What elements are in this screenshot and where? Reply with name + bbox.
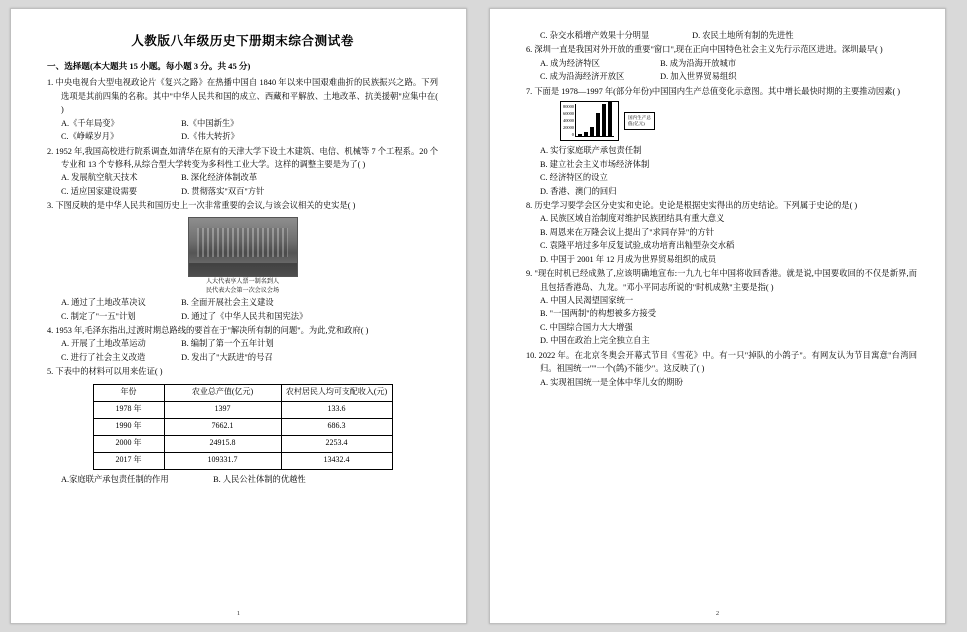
meeting-photo — [188, 217, 298, 277]
option-row — [540, 376, 917, 389]
option-a[interactable]: A. 中国人民渴望国家统一 — [540, 296, 634, 305]
question-number: 1. — [47, 78, 54, 88]
option-d[interactable]: D. 中国在政治上完全独立自主 — [540, 336, 650, 346]
y-tick: 40000 — [563, 117, 574, 123]
option-row — [540, 57, 917, 70]
y-tick: 20000 — [563, 124, 574, 130]
option-b[interactable]: B. 全面开展社会主义建设 — [181, 298, 274, 308]
option-c[interactable]: C.《峥嵘岁月》 — [61, 132, 119, 142]
question-number: 8. — [526, 200, 533, 210]
option-d[interactable]: D. 香港、澳门的回归 — [540, 186, 617, 196]
y-tick: 60000 — [563, 111, 574, 117]
option-c[interactable]: C. 经济特区的设立 — [540, 173, 608, 183]
y-tick: 0 — [571, 131, 574, 137]
table-cell: 1978 年 — [93, 401, 164, 418]
option-d[interactable]: D. 中国于 2001 年 12 月成为世界贸易组织的成员 — [540, 254, 717, 264]
question-number: 10. — [526, 350, 537, 360]
option-a[interactable]: A.家庭联产承包责任制的作用 — [61, 474, 169, 484]
option-b[interactable]: B. 编制了第一个五年计划 — [181, 339, 274, 349]
option-row — [540, 29, 917, 42]
chart-bars — [575, 104, 614, 137]
option-row — [61, 337, 438, 350]
table-header-cell: 年份 — [93, 384, 164, 401]
table-cell: 1990 年 — [93, 418, 164, 435]
question-text: 下表中的材料可以用来佐证( ) — [55, 367, 163, 377]
option-row — [540, 294, 917, 307]
question-number: 5. — [47, 367, 54, 377]
chart-legend — [624, 112, 655, 129]
question-text: 下图反映的是中华人民共和国历史上一次非常重要的会议,与该会议相关的史实是( ) — [55, 201, 356, 211]
option-group — [526, 376, 917, 389]
table-row — [93, 452, 392, 469]
figure-caption-line-1: 人大代表享人票一制名到人 — [205, 278, 280, 285]
option-row — [61, 296, 438, 309]
chart-y-axis — [563, 105, 575, 137]
option-b[interactable]: B.《中国新生》 — [181, 118, 239, 128]
table-cell: 2253.4 — [281, 435, 392, 452]
option-group — [526, 212, 917, 266]
question-item — [526, 85, 917, 98]
option-row — [540, 212, 917, 225]
option-b[interactable]: B. "一国两制"的构想被多方接受 — [540, 309, 657, 319]
table-row — [93, 418, 392, 435]
option-a[interactable]: A. 实现祖国统一是全体中华儿女的期盼 — [540, 377, 683, 387]
option-a[interactable]: A. 开展了土地改革运动 — [61, 339, 146, 349]
data-table — [93, 384, 393, 470]
option-group — [526, 294, 917, 348]
figure-caption-line-2: 民代表大会第一次会议会场 — [205, 287, 280, 294]
question-item — [526, 199, 917, 212]
option-row — [540, 185, 917, 198]
chart-bar — [608, 101, 612, 136]
option-row — [540, 253, 917, 266]
table-cell: 13432.4 — [281, 452, 392, 469]
option-a[interactable]: A. 成为经济特区 — [540, 58, 600, 68]
question-text: 1952 年,我国高校进行院系调查,如清华在原有的天津大学下设土木建筑、电信、机械等 7 个工程系。20 个专业和 13 个专修科,从综合型大学转变为多科性工业大学。这样的调整主要是为了( ) — [55, 146, 438, 169]
option-group — [526, 144, 917, 198]
question-text: 中央电视台大型电视政论片《复兴之路》在热播中国自 1840 年以来中国艰难曲折的民族振兴之路。下列选项是其前四集的名称。其中"中华人民共和国的成立、西藏和平解放、土地改革、抗美援朝"应集中在( ) — [55, 78, 439, 115]
chart-bar — [590, 127, 594, 136]
table-header-cell: 农业总产值(亿元) — [164, 384, 281, 401]
option-d[interactable]: D.《伟大转折》 — [181, 132, 239, 142]
question-number: 4. — [47, 326, 54, 335]
option-row — [61, 473, 438, 486]
option-group — [526, 57, 917, 84]
option-c[interactable]: C. 制定了"一五"计划 — [61, 311, 136, 321]
table-row — [93, 435, 392, 452]
table-header-row — [93, 384, 392, 401]
option-row — [540, 307, 917, 320]
option-a[interactable]: A. 实行家庭联产承包责任制 — [540, 146, 642, 156]
question-text: 深圳一直是我国对外开放的重要"窗口",现在正向中国特色社会主义先行示范区进进。深圳最早( ) — [534, 45, 883, 55]
option-group — [47, 337, 438, 364]
question-text: "现在时机已经成熟了,应该明确地宣布:一九九七年中国将收回香港。就是说,中国要收回的不仅是新界,而且包括香港岛、九龙。"邓小平同志所说的"时机成熟"主要是指( ) — [534, 269, 918, 292]
section-heading: 一、选择题(本大题共 15 小题。每小题 3 分。共 45 分) — [47, 61, 251, 72]
question-item — [47, 365, 438, 378]
option-d[interactable]: D. 农民土地所有制的先进性 — [692, 31, 794, 40]
option-row — [61, 130, 438, 143]
option-c[interactable]: C. 中国综合国力大大增强 — [540, 322, 633, 332]
gdp-bar-chart — [560, 101, 917, 141]
option-row — [61, 171, 438, 184]
table-cell: 109331.7 — [164, 452, 281, 469]
question-number: 3. — [47, 201, 54, 211]
table-row — [93, 401, 392, 418]
option-group — [47, 473, 438, 486]
question-item — [47, 76, 438, 116]
chart-bar — [578, 134, 582, 136]
page-number: 2 — [715, 610, 720, 617]
option-b[interactable]: B. 深化经济体制改革 — [181, 173, 258, 183]
legend-line-2: 值(亿元) — [627, 121, 645, 127]
y-tick: 80000 — [563, 104, 574, 110]
question-text: 下面是 1978—1997 年(部分年份)中国国内生产总值变化示意图。其中增长最快时期的主要推动因素( ) — [534, 86, 901, 96]
question-item — [526, 267, 917, 294]
table-cell: 133.6 — [281, 401, 392, 418]
question-number: 6. — [526, 45, 533, 55]
option-row — [540, 226, 917, 239]
question-figure — [47, 217, 438, 295]
option-row — [61, 117, 438, 130]
option-a[interactable]: A.《千年局变》 — [61, 118, 119, 128]
question-text: 1953 年,毛泽东指出,过渡时期总路线的要首在于"解决所有制的问题"。为此,党和政府( ) — [55, 326, 369, 335]
option-c[interactable]: C. 成为沿海经济开放区 — [540, 72, 625, 82]
chart-bar — [584, 132, 588, 136]
table-cell: 2017 年 — [93, 452, 164, 469]
option-c[interactable]: C. 进行了社会主义改造 — [61, 352, 146, 362]
option-group — [47, 171, 438, 198]
question-number: 9. — [526, 269, 533, 279]
table-cell: 1397 — [164, 401, 281, 418]
question-item — [526, 43, 917, 56]
table-cell: 2000 年 — [93, 435, 164, 452]
option-c[interactable]: C. 袁隆平培过多年反复试验,成功培育出籼型杂交水稻 — [540, 241, 735, 251]
option-a[interactable]: A. 通过了土地改革决议 — [61, 298, 146, 308]
table-cell: 7662.1 — [164, 418, 281, 435]
option-d[interactable]: D. 贯彻落实"双百"方针 — [181, 186, 265, 196]
option-row — [540, 239, 917, 252]
option-group — [47, 117, 438, 144]
option-row — [61, 185, 438, 198]
legend-line-1: 国内生产总 — [627, 115, 651, 121]
question-text: 历史学习要学会区分史实和史论。史论是根据史实得出的历史结论。下列属于史论的是( ) — [534, 200, 858, 210]
question-text: 2022 年。在北京冬奥会开幕式节目《雪花》中。有一只"掉队的小鸽子"。有网友认为节目寓意"台湾回归。祖国统一""一个(鸽)不能少"。这反映了( ) — [538, 350, 917, 374]
question-number: 2. — [47, 146, 54, 156]
option-row — [61, 310, 438, 323]
page-number: 1 — [236, 610, 241, 617]
option-c[interactable]: C. 适应国家建设需要 — [61, 186, 138, 196]
option-d[interactable]: D. 加入世界贸易组织 — [660, 72, 737, 82]
chart-bar — [596, 113, 600, 136]
option-b[interactable]: B. 周恩来在万隆会议上提出了"求同存异"的方针 — [540, 227, 715, 237]
option-c[interactable]: C. 杂交水稻增产效果十分明显 — [540, 31, 650, 40]
option-row — [540, 321, 917, 334]
question-item — [47, 324, 438, 337]
option-d[interactable]: D. 通过了《中华人民共和国宪法》 — [181, 311, 308, 321]
option-row — [540, 144, 917, 157]
question-number: 7. — [526, 86, 533, 96]
table-cell: 686.3 — [281, 418, 392, 435]
question-item — [47, 199, 438, 212]
table-header-cell: 农村居民人均可支配收入(元) — [281, 384, 392, 401]
question-item — [47, 145, 438, 172]
option-b[interactable]: B. 人民公社体制的优越性 — [213, 474, 306, 484]
document-page-1 — [10, 8, 467, 624]
option-row — [540, 158, 917, 171]
option-a[interactable]: A. 民族区域自治制度对维护民族团结具有重大意义 — [540, 214, 725, 224]
option-d[interactable]: D. 发出了"大跃进"的号召 — [181, 352, 273, 362]
option-b[interactable]: B. 成为沿海开放城市 — [660, 58, 737, 68]
chart-bar — [602, 104, 606, 136]
option-b[interactable]: B. 建立社会主义市场经济体制 — [540, 159, 650, 169]
table-cell: 24915.8 — [164, 435, 281, 452]
option-row — [540, 334, 917, 347]
option-a[interactable]: A. 发展航空航天技术 — [61, 173, 138, 183]
option-row — [540, 70, 917, 83]
option-row — [540, 171, 917, 184]
chart-plot-area — [560, 101, 619, 141]
option-row — [61, 351, 438, 364]
document-page-2 — [489, 8, 946, 624]
question-item — [526, 349, 917, 376]
option-group — [47, 296, 438, 323]
page-title: 人教版八年级历史下册期末综合测试卷 — [131, 34, 354, 48]
option-group — [526, 29, 917, 42]
